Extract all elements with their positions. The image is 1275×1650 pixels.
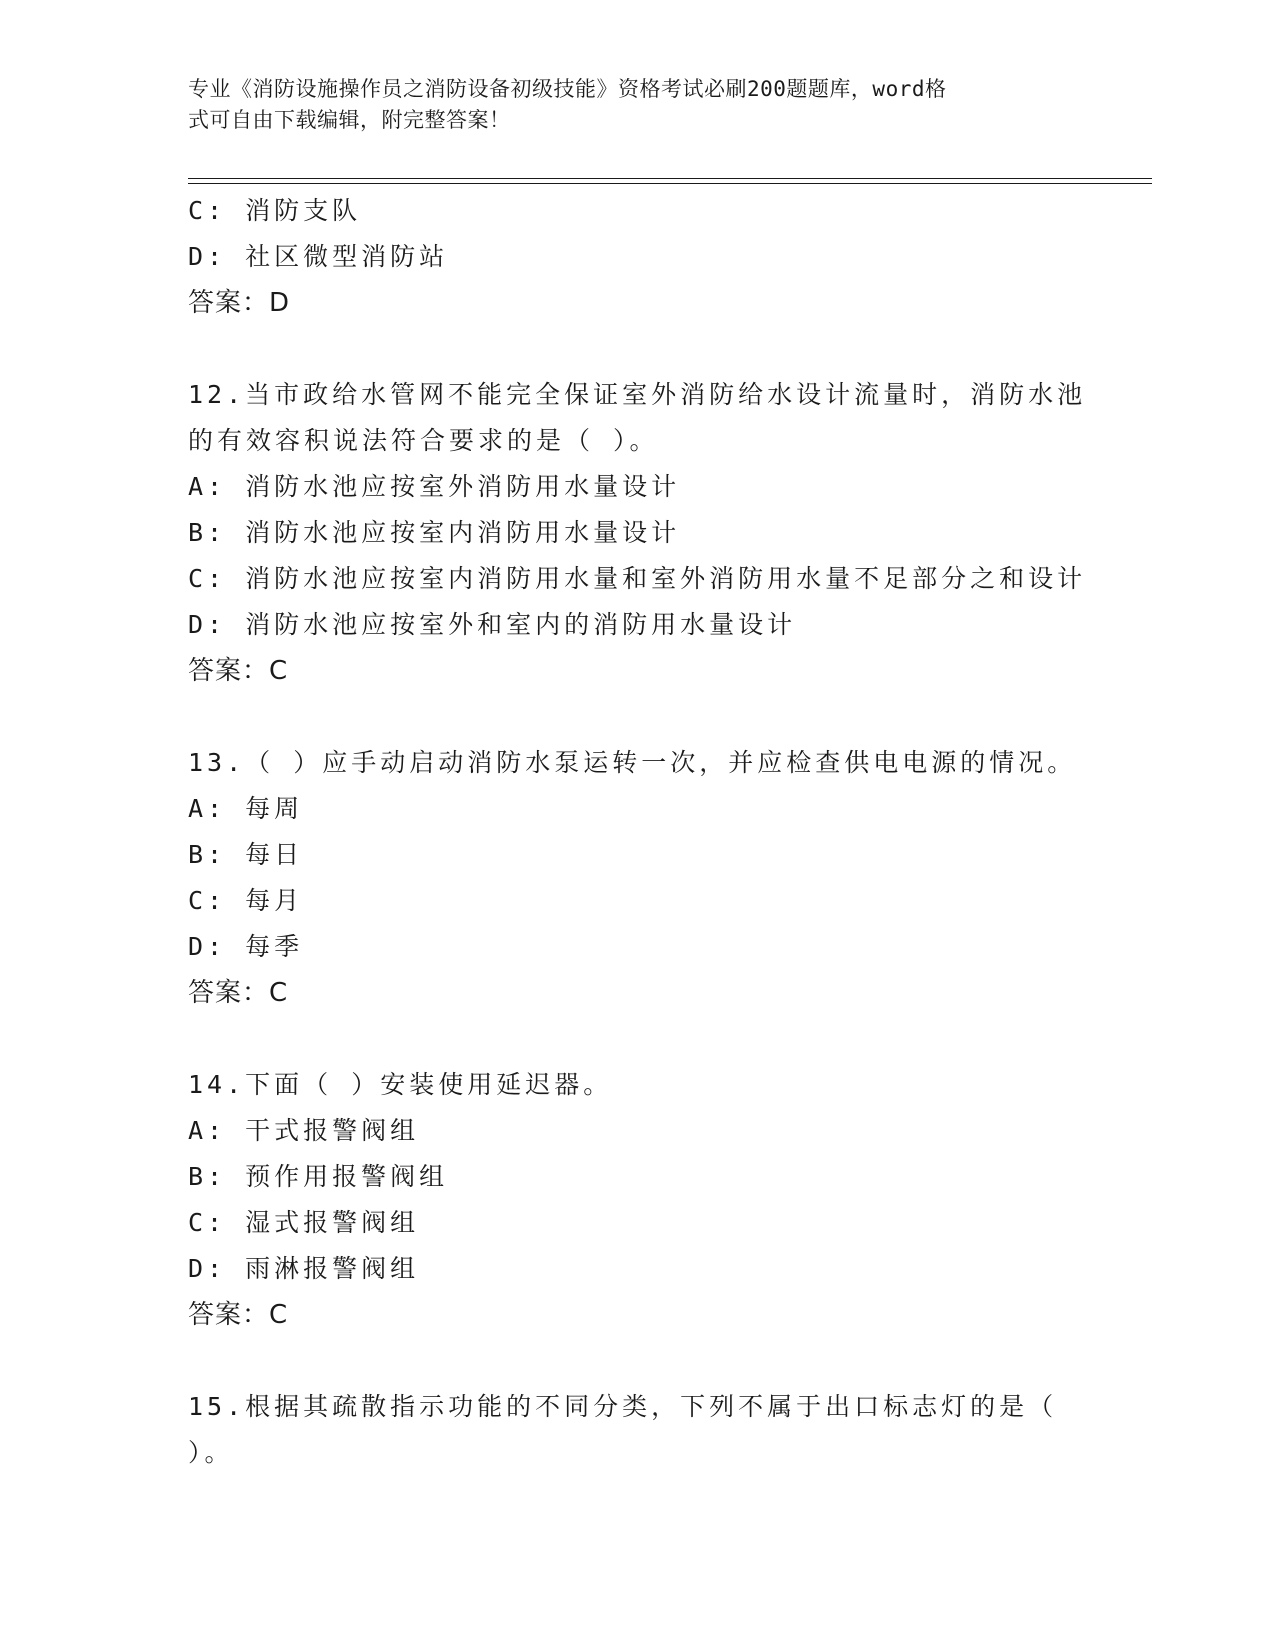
- answer: 答案：C: [188, 1300, 289, 1330]
- option-d: D: 每季: [188, 932, 304, 961]
- question-12: [188, 372, 1088, 694]
- option-d: D: 雨淋报警阀组: [188, 1254, 420, 1283]
- question-15: [188, 1384, 1088, 1476]
- header-line-1: 专业《消防设施操作员之消防设备初级技能》资格考试必刷200题题库，word格: [188, 77, 947, 101]
- option-a: A: 每周: [188, 794, 304, 823]
- option-b: B: 消防水池应按室内消防用水量设计: [188, 518, 681, 547]
- option-c: C: 消防水池应按室内消防用水量和室外消防用水量不足部分之和设计: [188, 564, 1087, 593]
- question-stem: 14.下面（ ）安装使用延迟器。: [188, 1070, 613, 1099]
- option-b: B: 每日: [188, 840, 304, 869]
- header-line-2: 式可自由下载编辑，附完整答案！: [188, 108, 511, 132]
- question-13: [188, 740, 1088, 1016]
- option-d: D: 消防水池应按室外和室内的消防用水量设计: [188, 610, 797, 639]
- question-stem: 12.当市政给水管网不能完全保证室外消防给水设计流量时，消防水池: [188, 380, 1087, 409]
- spacer: [188, 694, 1088, 740]
- spacer: [188, 1338, 1088, 1384]
- header-divider-bottom: [188, 183, 1152, 184]
- answer: 答案：C: [188, 978, 289, 1008]
- answer: 答案：C: [188, 656, 289, 686]
- header-divider-top: [188, 178, 1152, 179]
- spacer: [188, 326, 1088, 372]
- question-stem-continued: ）。: [188, 1438, 234, 1467]
- question-stem: 15.根据其疏散指示功能的不同分类，下列不属于出口标志灯的是（: [188, 1392, 1058, 1421]
- question-stem: 13.（ ）应手动启动消防水泵运转一次，并应检查供电电源的情况。: [188, 748, 1077, 777]
- question-list: [188, 188, 1088, 1476]
- option-c: C: 湿式报警阀组: [188, 1208, 420, 1237]
- question-14: [188, 1062, 1088, 1338]
- option-c: C: 每月: [188, 886, 304, 915]
- option-a: A: 消防水池应按室外消防用水量设计: [188, 472, 681, 501]
- answer: 答案：D: [188, 288, 291, 318]
- option-b: B: 预作用报警阀组: [188, 1162, 449, 1191]
- option-c: C: 消防支队: [188, 196, 362, 225]
- question-11-tail: [188, 188, 1088, 326]
- option-d: D: 社区微型消防站: [188, 242, 449, 271]
- spacer: [188, 1016, 1088, 1062]
- question-stem-continued: 的有效容积说法符合要求的是（ ）。: [188, 426, 659, 455]
- document-header: [188, 74, 1068, 136]
- option-a: A: 干式报警阀组: [188, 1116, 420, 1145]
